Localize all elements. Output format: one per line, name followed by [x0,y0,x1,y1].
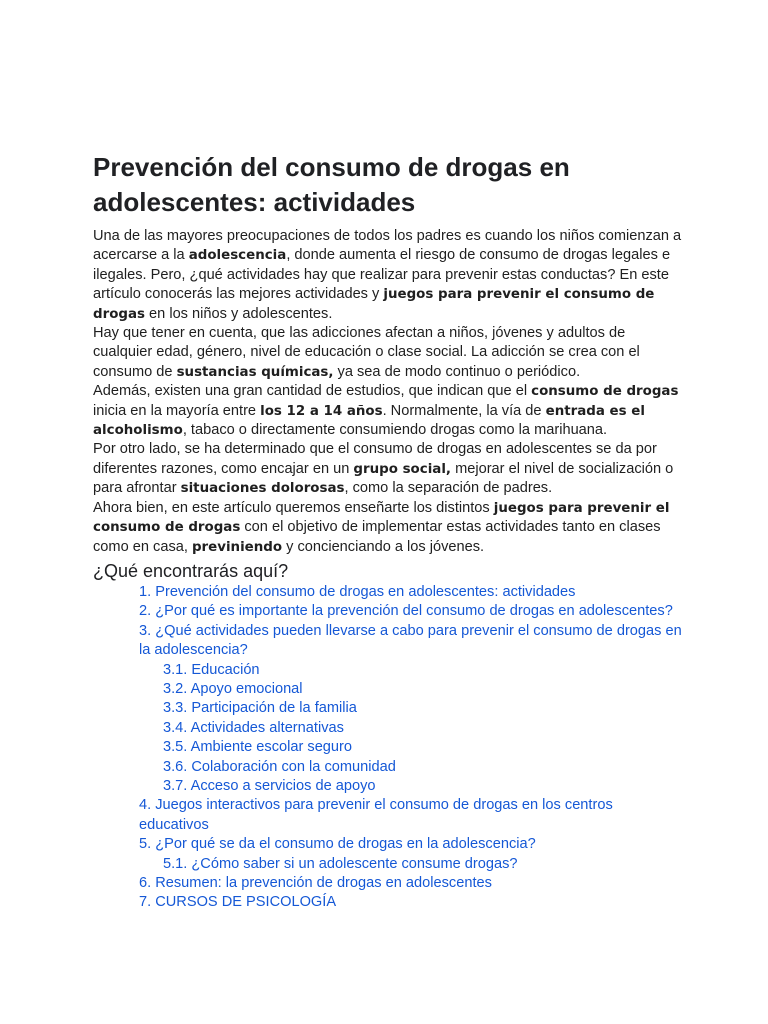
text-run: inicia en la mayoría entre [93,402,261,419]
text-run: Una de las mayores preocupaciones de todos los padres es cuando los niños comienzan a acercarse a la [93,228,682,264]
toc-link[interactable]: 3. ¿Qué actividades pueden llevarse a cabo para prevenir el consumo de drogas en la adolescencia? [139,622,682,659]
bold-text: previniendo [191,539,283,555]
bold-text: adolescencia [188,248,287,264]
text-run: y concienciando a los jóvenes. [282,538,485,555]
text-run: con el objetivo de implementar estas actividades tanto en clases como en casa, [93,519,661,555]
bold-text: situaciones dolorosas [180,481,345,497]
toc-link[interactable]: 3.1. Educación [163,661,260,678]
bold-text: juegos para prevenir el consumo de drogas [93,287,655,322]
toc-link[interactable]: 5.1. ¿Cómo saber si un adolescente consume drogas? [163,855,518,872]
toc-link[interactable]: 5. ¿Por qué se da el consumo de drogas en la adolescencia? [139,836,536,853]
bold-text: entrada es el alcoholismo [93,403,645,439]
toc-link[interactable]: 2. ¿Por qué es importante la prevención del consumo de drogas en adolescentes? [139,603,673,620]
text-run: ya sea de modo continuo o periódico. [333,363,581,380]
table-of-contents [93,583,683,913]
toc-link[interactable]: 1. Prevención del consumo de drogas en adolescentes: actividades [139,583,576,600]
text-run: Por otro lado, se ha determinado que el consumo de drogas en adolescentes se da por diferentes razones, como encajar en un [93,441,657,477]
page-title: Prevención del consumo de drogas en adolescentes: actividades [93,152,570,217]
toc-link[interactable]: 3.3. Participación de la familia [163,700,357,717]
bold-text: los 12 a 14 años [260,403,383,419]
toc-link[interactable]: 7. CURSOS DE PSICOLOGÍA [139,894,337,911]
bold-text: sustancias químicas, [176,364,334,380]
toc-link[interactable]: 3.4. Actividades alternativas [163,719,344,736]
body-paragraph [93,227,683,324]
text-run: . Normalmente, la vía de [382,402,546,419]
body-paragraph [93,440,683,498]
text-run: , donde aumenta el riesgo de consumo de drogas legales e ilegales. Pero, ¿qué actividades hay que realizar para prevenir estas conductas? En este artículo conocerás las mejores actividades y [93,247,671,303]
toc-link[interactable]: 6. Resumen: la prevención de drogas en adolescentes [139,875,492,891]
bold-text: grupo social, [353,461,452,477]
article-body [93,227,683,557]
text-run: Hay que tener en cuenta, que las adicciones afectan a niños, jóvenes y adultos de cualquier edad, género, nivel de educación o clase social. La adicción se crea con el consumo de [93,325,640,380]
toc-link[interactable]: 3.6. Colaboración con la comunidad [163,758,396,775]
body-paragraph [93,324,683,382]
text-run: en los niños y adolescentes. [144,305,333,322]
bold-text: consumo de drogas [531,384,679,400]
toc-heading: ¿Qué encontrarás aquí? [93,560,289,581]
body-paragraph [93,499,683,557]
text-run: Ahora bien, en este artículo queremos enseñarte los distintos [93,499,494,516]
text-run: , tabaco o directamente consumiendo drogas como la marihuana. [182,422,608,439]
toc-link[interactable]: 3.2. Apoyo emocional [163,680,303,697]
body-paragraph [93,382,683,440]
text-run: mejorar el nivel de socialización o para afrontar [93,460,674,497]
toc-link[interactable]: 3.5. Ambiente escolar seguro [163,739,353,756]
text-run: Además, existen una gran cantidad de estudios, que indican que el [93,383,532,400]
toc-link[interactable]: 4. Juegos interactivos para prevenir el consumo de drogas en los centros educativos [139,797,613,833]
toc-link[interactable]: 3.7. Acceso a servicios de apoyo [163,777,376,794]
bold-text: juegos para prevenir el consumo de drogas [93,500,670,536]
document-page [93,150,683,913]
text-run: , como la separación de padres. [344,480,553,497]
